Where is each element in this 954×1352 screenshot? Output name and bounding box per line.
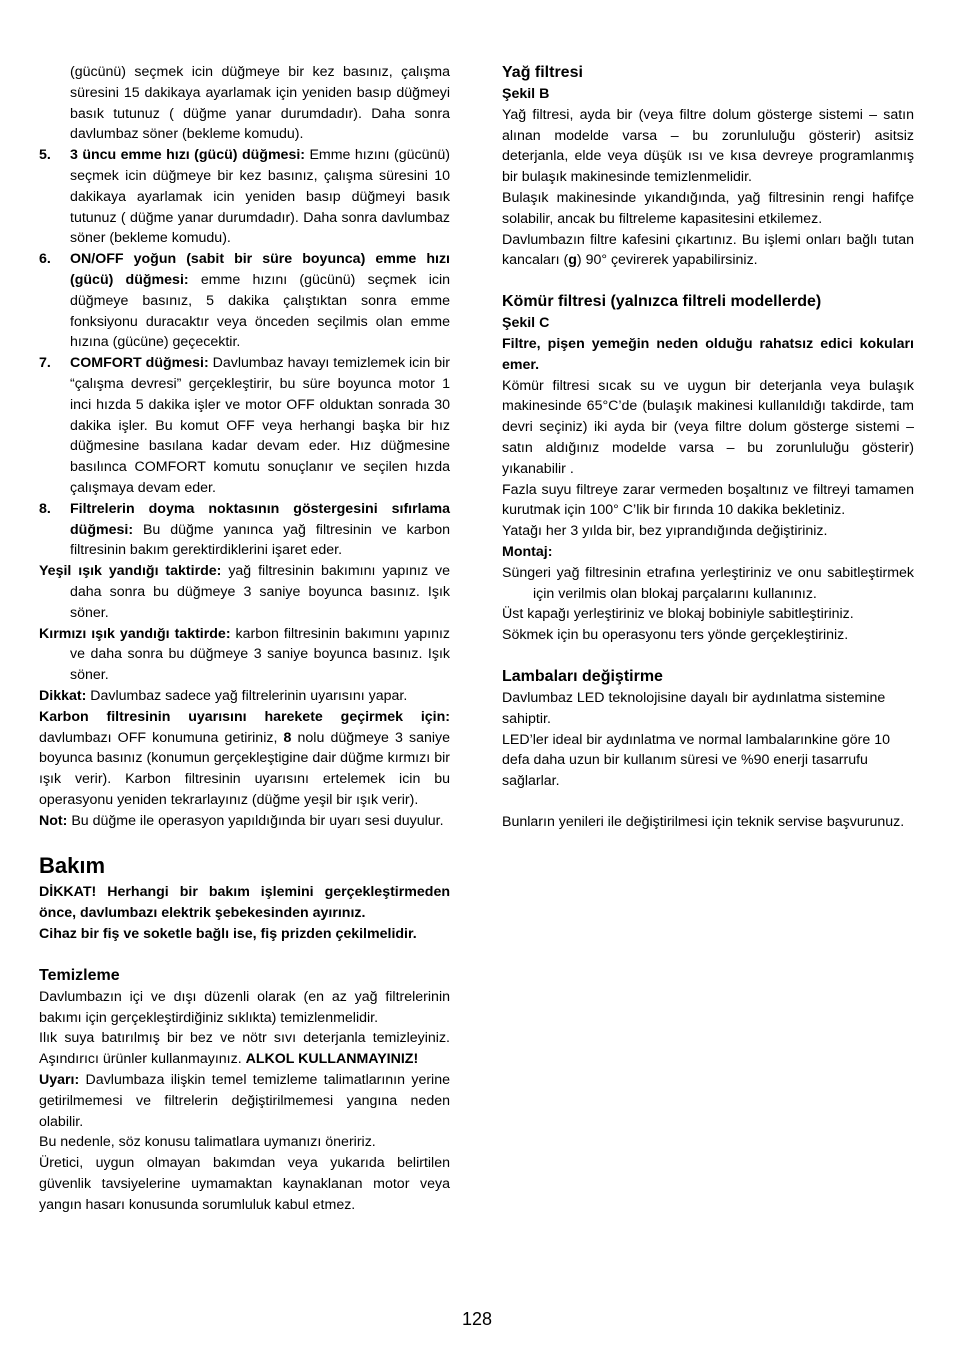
note-text-2: nolu düğmeye 3 saniye boyunca basınız (konumun gerçekleştigine dair düğme kırmızı bir ışık verir). Karbon filtresinin uyarısını ertelemek icin bu operasyonu yeniden tekrarlayınız (düğme yeşil bir ışık verir). [39, 729, 450, 808]
yag-p2: Bulaşık makinesinde yıkandığında, yağ filtresinin rengi hafifçe solabilir, ancak bu filtreleme kapasitesini etkilemez. [502, 189, 914, 227]
temizleme-p5: Üretici, uygun olmayan bakımdan veya yukarıda belirtilen güvenlik tavsiyelerine uymamaktan kaynaklanan motor veya yangın hasarı konusunda sorumluluk kabul etmez. [39, 1155, 450, 1213]
paragraph-text-2: ) 90° çevirerek yapabilirsiniz. [576, 252, 758, 269]
paragraph-text: Davlumbazın filtre kafesini çıkartınız. Bu işlemi onları bağlı tutan kancaları ( [502, 231, 914, 269]
item-heading: Filtrelerin doyma noktasının göstergesini sıfırlama düğmesi: [70, 500, 450, 538]
montaj-label: Montaj: [502, 543, 553, 560]
not-note [39, 811, 450, 832]
note-text: Bu düğme ile operasyon yapıldığında bir uyarı sesi duyulur. [67, 812, 444, 829]
lead-text: Filtre, pişen yemeğin neden olduğu rahatsız edici kokuları emer. [502, 335, 914, 373]
komur-p2: Fazla suyu filtreye zarar vermeden boşaltınız ve filtreyi tamamen kurutmak için 100° C’lik bir fırında 10 dakika bekletiniz. [502, 481, 914, 519]
note-heading: Yeşil ışık yandığı taktirde: [39, 563, 222, 580]
bakim-title: Bakım [39, 853, 106, 879]
red-light-note [39, 624, 450, 686]
yag-p3 [502, 230, 914, 272]
lamba-p2: LED’ler ideal bir aydınlatma ve normal lambalarınkine göre 10 defa daha uzun bir kullanım süresi ve %90 enerji tasarrufu sağlarlar. [502, 731, 890, 790]
yag-p1: Yağ filtresi, ayda bir (veya filtre dolum gösterge sistemi – satın alınan modelde varsa – bu zorunluluğu gösterir) asitsiz deterjanla, elde veya düşük ısı ve kısa devreye programlanmış bir bulaşık makinesinde temizlenmelidir. [502, 106, 914, 186]
left-column [39, 62, 450, 1216]
item-4-continuation: (gücünü) seçmek icin düğmeye bir kez basınız, çalışma süresini 15 dakikaya ayarlamak için yeniden basıp düğmeyi basık tutunuz ( düğme yanar durumdadır). Daha sonra davlumbaz söner (bekleme komudu). [70, 64, 450, 143]
figure-label: Şekil B [502, 86, 550, 102]
green-light-note [39, 561, 450, 623]
note-number: 8 [283, 729, 292, 746]
bakim-warning-1 [39, 882, 450, 924]
montaj-step-2: Üst kapağı yerleştiriniz ve blokaj bobiniyle sabitleştiriniz. [502, 606, 854, 623]
note-text: Davlumbaz sadece yağ filtrelerinin uyarısını yapar. [86, 687, 408, 704]
item-text: Bu düğme yanınca yağ filtresinin ve karbon filtresinin bakım gerektirdiklerini işaret eder. [70, 521, 450, 559]
list-item-6 [39, 249, 450, 353]
page-number: 128 [461, 1309, 493, 1329]
montaj-step-1: Süngeri yağ filtresinin etrafına yerleştiriniz ve onu sabitleştirmek için verilmis olan blokaj parçalarını kullanınız. [502, 564, 914, 602]
figure-label: Şekil C [502, 315, 550, 332]
warning-text: DİKKAT! Herhangi bir bakım işlemini gerçekleştirmeden önce, davlumbazı elektrik şebekesinden ayırınız. [39, 884, 450, 922]
right-column [502, 62, 914, 833]
bakim-warning-2 [39, 924, 450, 945]
warning-text: Cihaz bir fiş ve soketle bağlı ise, fiş prizden çekilmelidir. [39, 926, 417, 943]
note-text: karbon filtresinin bakımını yapınız ve daha sonra bu düğmeye 3 saniye boyunca basınız. Işık söner. [70, 625, 451, 684]
list-item-5 [39, 145, 450, 249]
figure-reference [502, 313, 914, 334]
item-text: Emme hızını (gücünü) seçmek icin düğmeye bir kez basınız, çalışma süresini 10 dakikaya ayarlamak icin yeniden basıp düğmeyi basık tutunuz ( düğme yanar durumdadır). Daha sonra davlumbaz söner (bekleme komudu). [70, 147, 451, 247]
item-heading: 3 üncu emme hızı (gücü) düğmesi: [70, 147, 306, 164]
item-number: 6. [39, 251, 51, 268]
item-text: emme hızını (gücünü) seçmek icin düğmeye basınız, 5 dakika çalıştıktan sonra emme fonksiyonu duracaktır veya önceden seçilmis olan emme hızına (gücüne) geçecektir. [70, 271, 450, 351]
item-heading: ON/OFF yoğun (sabit bir süre boyunca) emme hızı (gücü) düğmesi: [70, 251, 450, 288]
note-heading: Karbon filtresinin uyarısını harekete geçirmek için: [39, 708, 450, 725]
warning-heading: Uyarı: [39, 1072, 80, 1089]
komur-p1: Kömür filtresi sıcak su ve uygun bir deterjanla veya bulaşık makinesinde 65°C’de (bulaşık makinesi kullanıldığı takdirde, tam devri seçiniz) iki ayda bir (veya filtre dolum gösterge sistemi – satın aldığınız modelde varsa – bu zorunluluğu gösterir) yıkanabilir . [502, 377, 914, 477]
temizleme-p3 [39, 1070, 450, 1132]
note-heading: Not: [39, 812, 68, 829]
karbon-note [39, 707, 450, 811]
temizleme-p2 [39, 1028, 450, 1070]
komur-lead [502, 334, 914, 376]
hook-label: g [568, 252, 577, 269]
item-text: Davlumbaz havayı temizlemek icin bir “çalışma devresi” gerçekleştirir, bu süre boyunca motor 1 inci hızda 5 dakika işler ve motor OFF olduktan sonrada 30 dakika işler. Bu komut OFF veya herhangi başka bir hız düğmesine basılana kadar devam eder. Hız düğmesine basılınca COMFORT komutu sonuçlanır ve seçilen hızda çalışmaya devam eder. [70, 355, 450, 496]
yag-filtresi-title: Yağ filtresi [502, 64, 583, 81]
lamba-title: Lambaları değiştirme [502, 667, 663, 685]
item-number: 7. [39, 355, 51, 372]
item-heading: COMFORT düğmesi: [70, 355, 209, 372]
dikkat-note [39, 686, 450, 707]
lamba-p1: Davlumbaz LED teknolojisine dayalı bir aydınlatma sistemine sahiptir. [502, 689, 886, 727]
montaj-heading [502, 542, 914, 563]
lamba-p3: Bunların yenileri ile değiştirilmesi için teknik servise başvurunuz. [502, 813, 905, 830]
temizleme-p4: Bu nedenle, söz konusu talimatlara uymanızı öneririz. [39, 1134, 376, 1151]
list-item-8 [39, 499, 450, 561]
komur-filtresi-title: Kömür filtresi (yalnızca filtreli modellerde) [502, 293, 822, 311]
temizleme-title: Temizleme [39, 966, 120, 984]
note-heading: Kırmızı ışık yandığı taktirde: [39, 625, 231, 642]
temizleme-p1: Davlumbazın içi ve dışı düzenli olarak (en az yağ filtrelerinin bakımı için gerçekleştirdiğiniz sıklıkta) temizlenmelidir. [39, 988, 450, 1026]
item-number: 8. [39, 500, 51, 517]
note-text: yağ filtresinin bakımını yapınız ve daha sonra bu düğmeye 3 saniye boyunca basınız. Işık söner. [70, 563, 450, 621]
note-text: davlumbazı OFF konumuna getiriniz, [39, 729, 284, 746]
list-item-7 [39, 353, 450, 499]
komur-p3: Yatağı her 3 yılda bir, bez yıprandığında değiştiriniz. [502, 523, 828, 540]
paragraph-text: Ilık suya batırılmış bir bez ve nötr sıvı deterjanla temizleyiniz. Aşındırıcı ürünler kullanmayınız. [39, 1030, 450, 1068]
figure-reference [502, 84, 914, 105]
montaj-step-3: Sökmek için bu operasyonu ters yönde gerçekleştiriniz. [502, 627, 849, 644]
item-number: 5. [39, 147, 51, 164]
paragraph-text: Davlumbaza ilişkin temel temizleme talimatlarının yerine getirilmemesi ve filtrelerin değiştirilmemesi yangına neden olabilir. [39, 1072, 450, 1130]
alcohol-warning: ALKOL KULLANMAYINIZ! [245, 1051, 419, 1068]
note-heading: Dikkat: [39, 687, 87, 704]
